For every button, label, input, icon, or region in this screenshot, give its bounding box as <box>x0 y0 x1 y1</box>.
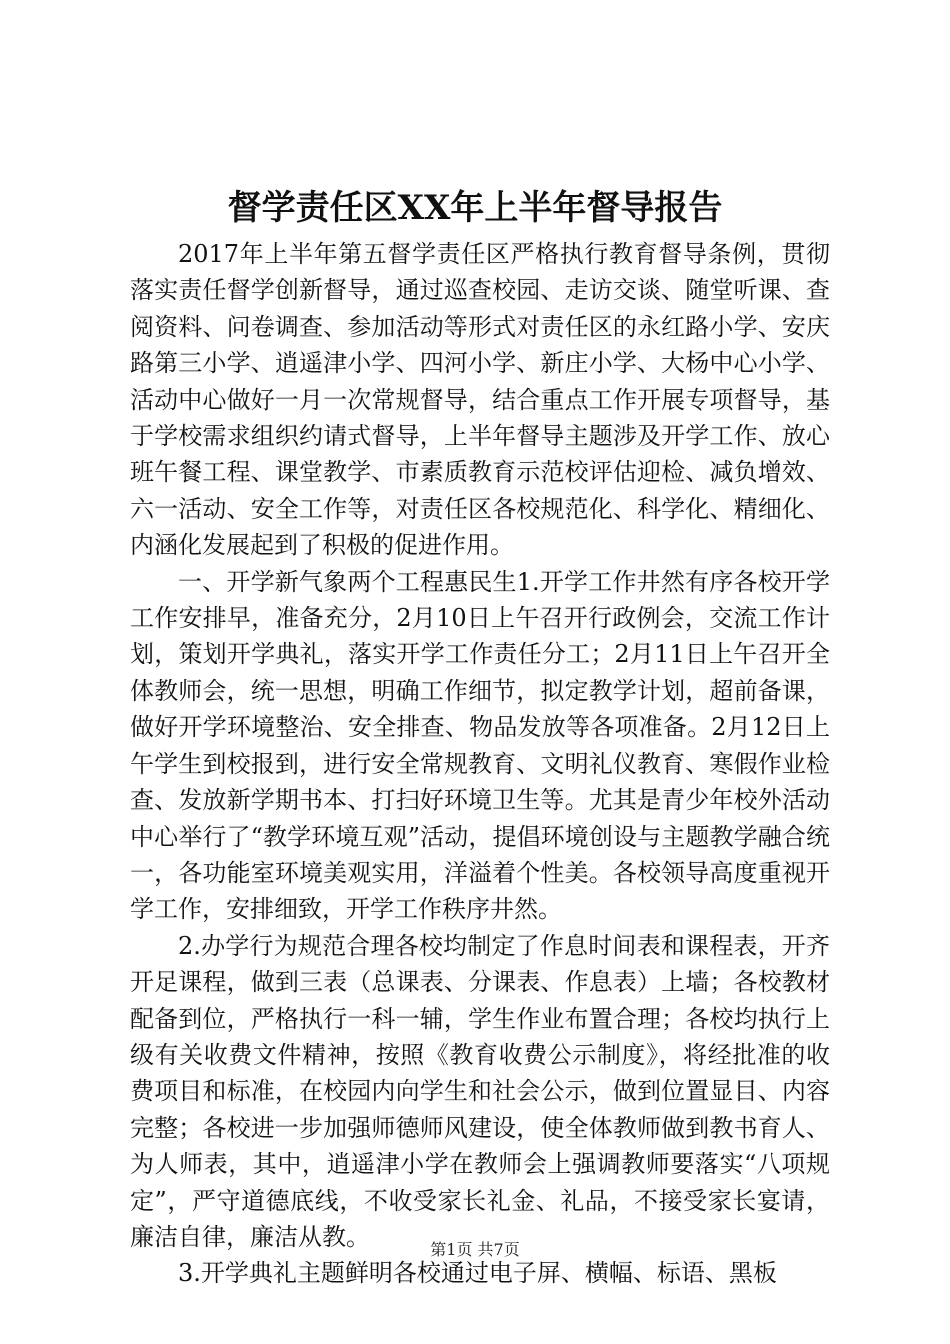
paragraph-section-2: 2.办学行为规范合理各校均制定了作息时间表和课程表，开齐开足课程，做到三表（总课表、分课表、作息表）上墙；各校教材配备到位，严格执行一科一辅，学生作业布置合理；各校均执行上级有关收费文件精神，按照《教育收费公示制度》，将经批准的收费项目和标准，在校园内向学生和社会公示，做到位置显目、内容完整；各校进一步加强师德师风建设，使全体教师做到教书育人、为人师表，其中，逍遥津小学在教师会上强调教师要落实“八项规定”，严守道德底线，不收受家长礼金、礼品，不接受家长宴请，廉洁自律，廉洁从教。 <box>130 931 830 1251</box>
paragraph-section-1: 一、开学新气象两个工程惠民生1.开学工作井然有序各校开学工作安排早，准备充分，2月10日上午召开行政例会，交流工作计划，策划开学典礼，落实开学工作责任分工；2月11日上午召开全体教师会，统一思想，明确工作细节，拟定教学计划，超前备课，做好开学环境整治、安全排查、物品发放等各项准备。2月12日上午学生到校报到，进行安全常规教育、文明礼仪教育、寒假作业检查、发放新学期书本、打扫好环境卫生等。尤其是青少年校外活动中心举行了“教学环境互观”活动，提倡环境创设与主题教学融合统一，各功能室环境美观实用，洋溢着个性美。各校领导高度重视开学工作，安排细致，开学工作秩序井然。 <box>130 567 830 924</box>
paragraph-intro: 2017年上半年第五督学责任区严格执行教育督导条例，贯彻落实责任督学创新督导，通过巡查校园、走访交谈、随堂听课、查阅资料、问卷调查、参加活动等形式对责任区的永红路小学、安庆路第三小学、逍遥津小学、四河小学、新庄小学、大杨中心小学、活动中心做好一月一次常规督导，结合重点工作开展专项督导，基于学校需求组织约请式督导，上半年督导主题涉及开学工作、放心班午餐工程、课堂教学、市素质教育示范校评估迎检、减负增效、六一活动、安全工作等，对责任区各校规范化、科学化、精细化、内涵化发展起到了积极的促进作用。 <box>130 240 830 560</box>
page-number-footer: 第1页 共7页 <box>430 1240 520 1259</box>
document-title: 督学责任区XX年上半年督导报告 <box>227 188 723 228</box>
paragraph-section-3: 3.开学典礼主题鲜明各校通过电子屏、横幅、标语、黑板 <box>178 1259 777 1288</box>
document-body <box>130 236 830 1292</box>
